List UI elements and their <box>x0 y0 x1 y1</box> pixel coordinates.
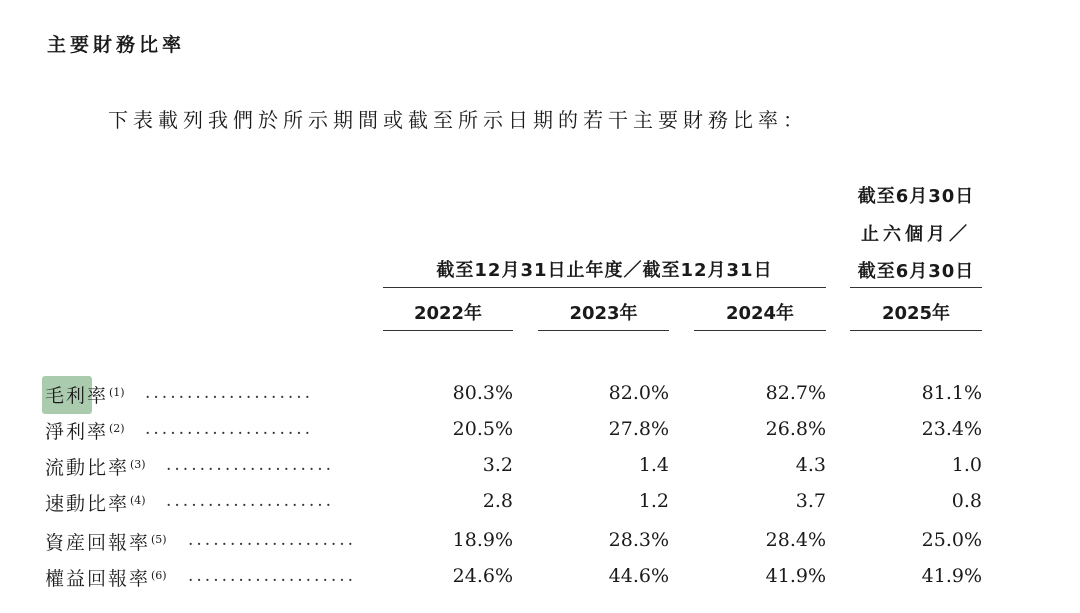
row-label: 資産回報率$^{(5)}$ <box>45 532 167 554</box>
row-label: 流動比率$^{(3)}$ <box>45 457 146 479</box>
value-2022: 80.3% <box>452 382 513 404</box>
year-rule-2022 <box>383 330 513 331</box>
value-2025: 81.1% <box>921 382 982 404</box>
row-label: 速動比率$^{(4)}$ <box>45 493 146 515</box>
header-group-rule <box>383 287 826 288</box>
value-2025: 0.8 <box>951 490 982 512</box>
year-header-2024: 2024年 <box>725 303 795 324</box>
year-header-2025: 2025年 <box>881 303 951 324</box>
year-rule-2025 <box>850 330 982 331</box>
row-label: 權益回報率$^{(6)}$ <box>45 568 167 590</box>
value-2023: 82.0% <box>608 382 669 404</box>
header-fiscal-year-group: 截至12月31日止年度／截至12月31日 <box>436 260 773 281</box>
value-2024: 4.3 <box>795 454 826 476</box>
dot-leader: .................... <box>145 383 314 403</box>
value-2023: 44.6% <box>608 565 669 587</box>
value-2023: 27.8% <box>608 418 669 440</box>
value-2025: 23.4% <box>921 418 982 440</box>
table-row <box>0 453 1080 489</box>
value-2024: 41.9% <box>765 565 826 587</box>
value-2024: 3.7 <box>795 490 826 512</box>
dot-leader: .................... <box>145 419 314 439</box>
table-row <box>0 381 1080 417</box>
table-row <box>0 489 1080 525</box>
value-2023: 28.3% <box>608 529 669 551</box>
year-header-2022: 2022年 <box>413 303 483 324</box>
header-half-year-rule <box>850 287 982 288</box>
value-2023: 1.2 <box>638 490 669 512</box>
year-rule-2023 <box>538 330 669 331</box>
table-row <box>0 528 1080 564</box>
value-2022: 2.8 <box>482 490 513 512</box>
value-2024: 82.7% <box>765 382 826 404</box>
row-label: 淨利率$^{(2)}$ <box>45 421 125 443</box>
value-2025: 41.9% <box>921 565 982 587</box>
table-row <box>0 564 1080 600</box>
intro-paragraph: 下表載列我們於所示期間或截至所示日期的若干主要財務比率： <box>108 108 808 132</box>
value-2022: 24.6% <box>452 565 513 587</box>
value-2025: 1.0 <box>951 454 982 476</box>
value-2022: 20.5% <box>452 418 513 440</box>
dot-leader: .................... <box>188 566 357 586</box>
header-half-year-line-1: 截至6月30日 <box>857 186 975 207</box>
value-2024: 26.8% <box>765 418 826 440</box>
row-label: 毛利率$^{(1)}$ <box>45 385 125 407</box>
dot-leader: .................... <box>188 530 357 550</box>
value-2025: 25.0% <box>921 529 982 551</box>
value-2024: 28.4% <box>765 529 826 551</box>
value-2023: 1.4 <box>638 454 669 476</box>
value-2022: 3.2 <box>482 454 513 476</box>
header-half-year-line-2: 止六個月／ <box>861 224 971 245</box>
dot-leader: .................... <box>166 455 335 475</box>
dot-leader: .................... <box>166 491 335 511</box>
year-rule-2024 <box>694 330 826 331</box>
section-title: 主要財務比率 <box>47 34 186 56</box>
table-row <box>0 417 1080 453</box>
year-header-2023: 2023年 <box>569 303 638 324</box>
value-2022: 18.9% <box>452 529 513 551</box>
header-half-year-line-3: 截至6月30日 <box>857 261 975 282</box>
